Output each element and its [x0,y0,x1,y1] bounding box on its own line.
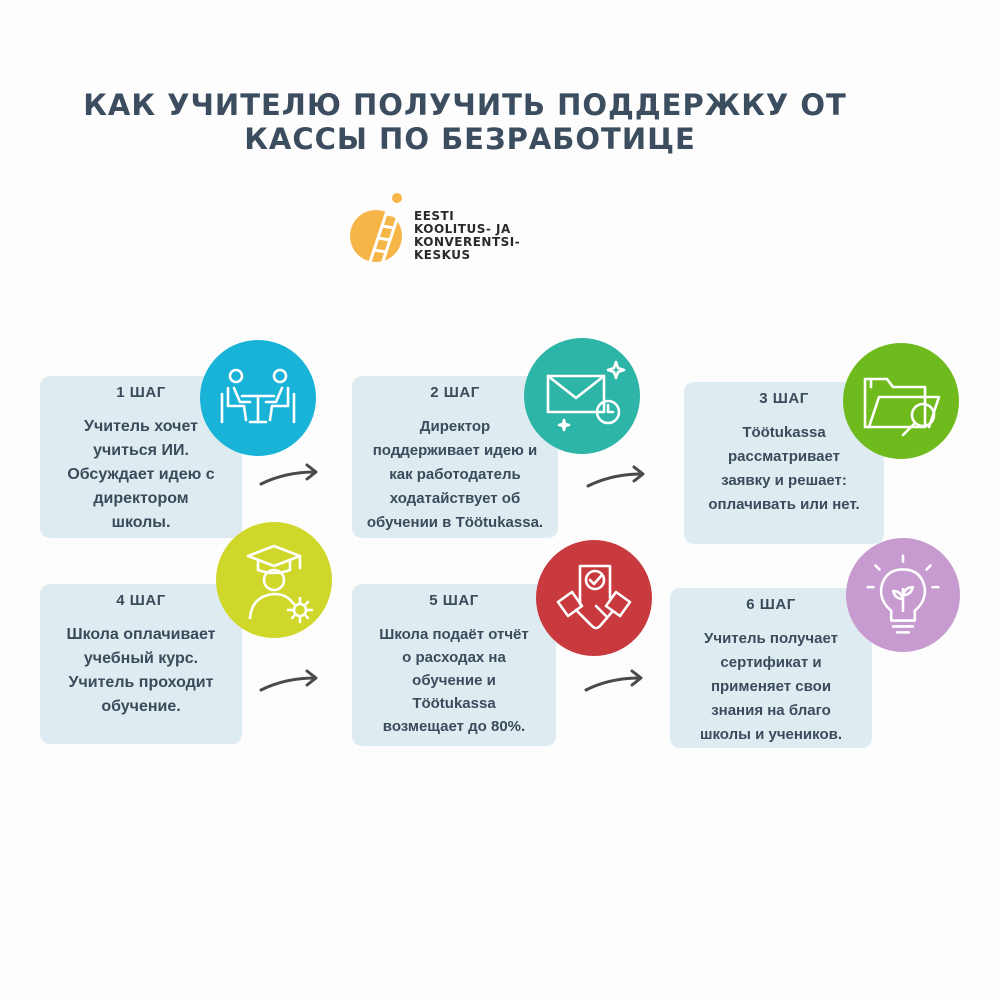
logo-line-2: KOOLITUS- JA [414,222,511,236]
logo-text [414,210,520,262]
graduate-gear-icon [216,522,332,638]
step-description: Учитель получает сертификат и применяет свои знания на благо школы и учеников. [699,630,843,743]
step-label: 1 ШАГ [116,384,166,401]
step-card-4 [40,584,242,744]
folder-search-icon [843,343,959,459]
step-label: 4 ШАГ [116,592,166,609]
handshake-check-icon [536,540,652,656]
lightbulb-plant-icon [846,538,960,652]
arrow-icon [582,460,652,496]
logo-line-4: KESKUS [414,248,471,262]
step-label: 2 ШАГ [430,384,480,401]
ladder-logo-icon [346,192,410,272]
envelope-clock-icon [524,338,640,454]
meeting-icon [200,340,316,456]
step-description: Школа подаёт отчёт о расходах на обучение и Töötukassa возмещает до 80%. [379,626,529,735]
arrow-icon [255,458,325,494]
step-card-6 [670,588,872,748]
title-line-1: КАК УЧИТЕЛЮ ПОЛУЧИТЬ ПОДДЕРЖКУ ОТ [83,88,847,122]
step-description: Töötukassa рассматривает заявку и решает: оплачивать или нет. [708,424,860,513]
step-label: 6 ШАГ [746,596,796,613]
step-label: 3 ШАГ [759,390,809,407]
arrow-icon [255,664,325,700]
logo-line-1: EESTI [414,209,455,223]
step-label: 5 ШАГ [429,592,479,609]
logo [346,192,546,272]
step-card-5 [352,584,556,746]
step-description: Директор поддерживает идею и как работодатель ходатайствует об обучении в Töötukassa. [366,418,544,531]
arrow-icon [580,664,650,700]
logo-line-3: KONVERENTSI- [414,235,521,249]
page-title [40,88,960,156]
step-description: Школа оплачивает учебный курс. Учитель проходит обучение. [66,626,216,715]
title-line-2: КАССЫ ПО БЕЗРАБОТИЦЕ [244,122,696,156]
step-description: Учитель хочет учиться ИИ. Обсуждает идею с директором школы. [67,418,215,531]
